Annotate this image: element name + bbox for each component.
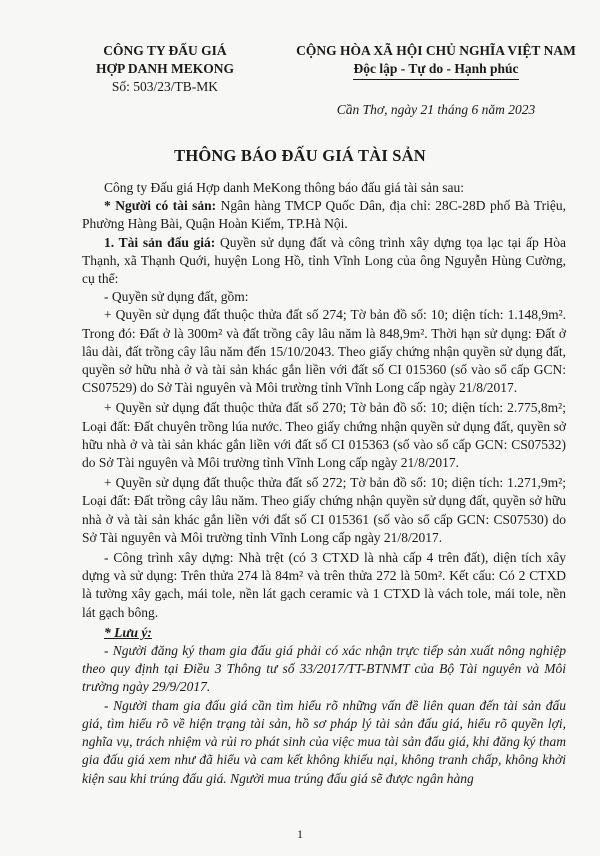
page-number: 1 — [297, 827, 303, 841]
company-name-line1: CÔNG TY ĐẤU GIÁ — [103, 43, 227, 58]
document-title: THÔNG BÁO ĐẤU GIÁ TÀI SẢN — [174, 146, 426, 165]
note-item-2: - Người tham gia đấu giá cần tìm hiểu rõ những vấn đề liên quan đến tài sản đấu giá, tìm hiểu rõ về hiện trạng tài sản, hồ sơ pháp lý tài sản đấu giá, hiểu rõ quyền lợi, nghĩa vụ, trách nhiệm và rủi ro phát sinh của việc mua tài sản đấu giá, khi đăng ký tham gia đấu giá xem như đã hiểu và cam kết không khiếu nại, không tranh chấp, không khởi kiện sau khi trúng đấu giá. Người mua trúng đấu giá sẽ được ngân hàng — [82, 697, 566, 786]
note-heading — [82, 624, 566, 642]
national-title: CỘNG HÒA XÃ HỘI CHỦ NGHĨA VIỆT NAM — [296, 43, 576, 58]
note-heading-text: * Lưu ý: — [104, 624, 152, 640]
parcel-274: + Quyền sử dụng đất thuộc thửa đất số 274; Tờ bản đồ số: 10; diện tích: 1.148,9m². Trong đó: Đất ở là 300m² và đất trồng cây lâu năm là 848,9m². Thời hạn sử dụng: Đất ở lâu dài, đất trồng cây lâu năm đến 15/10/2043. Theo giấy chứng nhận quyền sử dụng đất, quyền sở hữu nhà ở và tài sản khác gắn liền với đất số CI 015360 (số vào sổ cấp GCN: CS07529) do Sở Tài nguyên và Môi trường tỉnh Vĩnh Long cấp ngày 21/8/2017. — [82, 307, 566, 396]
construction-paragraph: - Công trình xây dựng: Nhà trệt (có 3 CTXD là nhà cấp 4 trên đất), diện tích xây dựng và sử dụng: Trên thửa 274 là 84m² và trên thửa 272 là 50m². Kết cấu: Có 2 CTXD là tường xây gạch, mái tole, nền lát gạch ceramic và 1 CTXD là vách tole, mái tole, nền lát gạch bông. — [82, 550, 566, 620]
document-date: Cần Thơ, ngày 21 tháng 6 năm 2023 — [336, 102, 536, 117]
document-body — [82, 179, 566, 788]
parcel-270: + Quyền sử dụng đất thuộc thửa đất số 270; Tờ bản đồ số: 10; diện tích: 2.775,8m²; Loại đất: Đất chuyên trồng lúa nước. Theo giấy chứng nhận quyền sử dụng đất, quyền sở hữu nhà ở và tài sản khác gắn liền với đất số CI 015363 (số vào sổ cấp GCN: CS07532) do Sở Tài nguyên và Môi trường tỉnh Vĩnh Long cấp ngày 21/8/2017. — [82, 400, 566, 471]
document-number: Số: 503/23/TB-MK — [111, 79, 219, 94]
intro-paragraph: Công ty Đấu giá Hợp danh MeKong thông báo đấu giá tài sản sau: — [104, 180, 464, 195]
owner-label: Người có tài sản: — [115, 198, 217, 214]
asset-label: 1. Tài sản đấu giá: — [104, 234, 216, 250]
owner-text: Ngân hàng TMCP Quốc Dân, địa chỉ: 28C-28D phố Bà Triệu, Phường Hàng Bài, Quận Hoàn Kiếm, TP.Hà Nội. — [82, 198, 567, 232]
national-motto: Độc lập - Tự do - Hạnh phúc — [353, 60, 518, 80]
parcel-272: + Quyền sử dụng đất thuộc thửa đất số 272; Tờ bản đồ số: 10; diện tích: 1.271,9m²; Loại đất: Đất trồng cây lâu năm. Theo giấy chứng nhận quyền sử dụng đất, quyền sở hữu nhà ở và tài sản khác gắn liền với đất số CI 015361 (số vào sổ cấp GCN: CS07530) do Sở Tài nguyên và Môi trường tỉnh Vĩnh Long cấp ngày 21/8/2017. — [82, 475, 566, 545]
company-header — [70, 42, 260, 96]
owner-prefix: * — [104, 198, 116, 214]
asset-text: Quyền sử dụng đất và công trình xây dựng tọa lạc tại ấp Hòa Thạnh, xã Thạnh Quới, huyện Long Hồ, tỉnh Vĩnh Long của ông Nguyễn Hùng Cường, cụ thể: — [82, 234, 566, 287]
land-heading: - Quyền sử dụng đất, gồm: — [104, 289, 249, 305]
asset-paragraph — [82, 234, 566, 289]
national-header — [286, 42, 586, 80]
owner-paragraph — [82, 197, 566, 233]
company-name-line2: HỢP DANH MEKONG — [96, 61, 234, 76]
note-item-1: - Người đăng ký tham gia đấu giá phải có xác nhận trực tiếp sản xuất nông nghiệp theo quy định tại Điều 3 Thông tư số 33/2017/TT-BTNMT của Bộ Tài nguyên và Môi trường ngày 29/9/2017. — [82, 643, 566, 695]
